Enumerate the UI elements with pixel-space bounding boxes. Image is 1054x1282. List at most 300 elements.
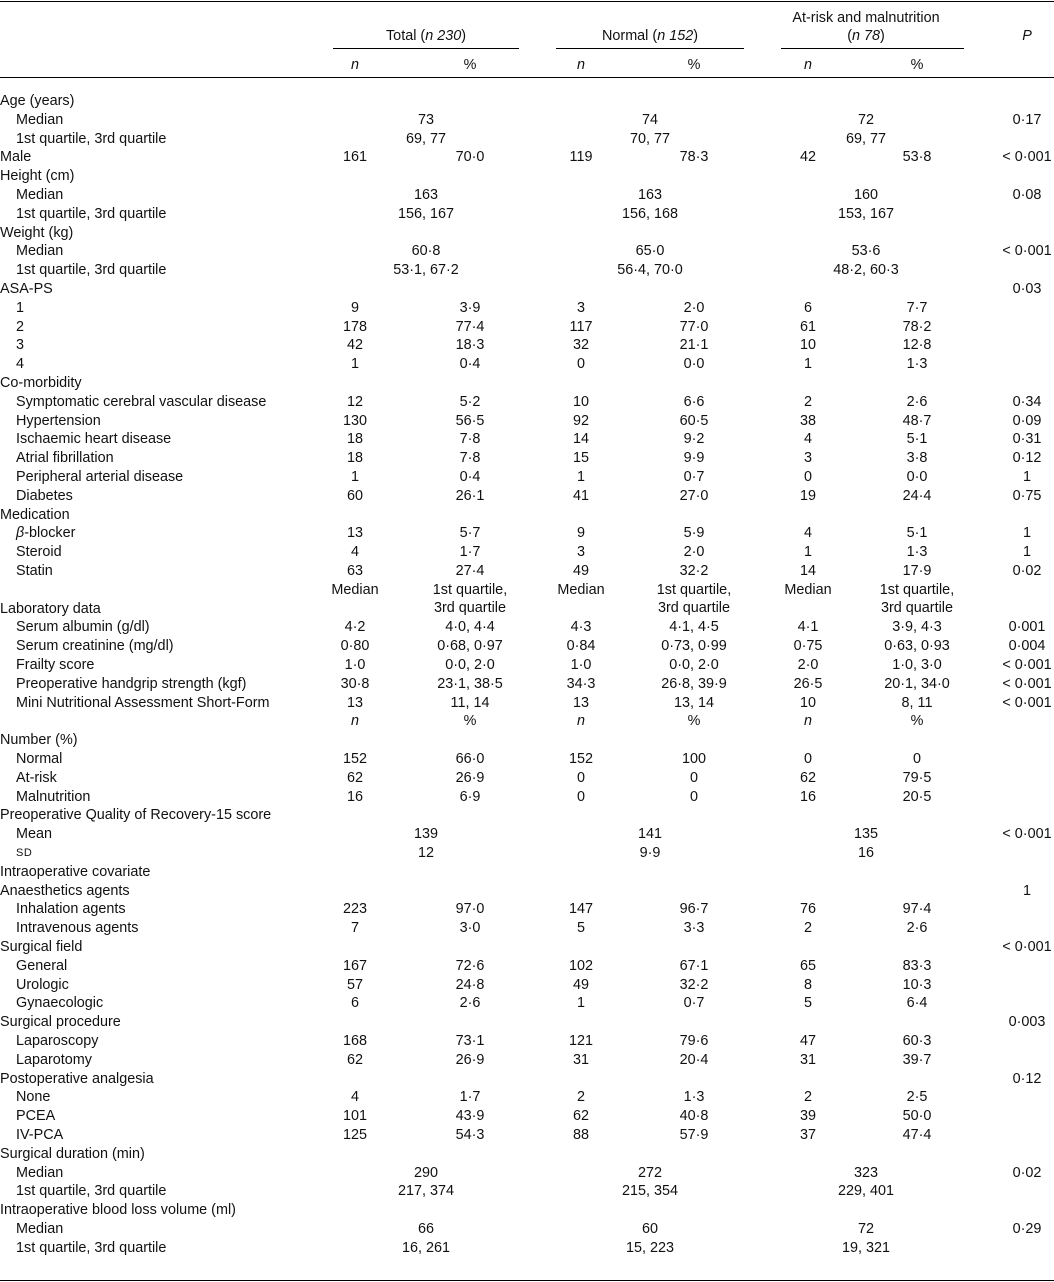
cell-value: 272	[637, 1165, 663, 1181]
cell-value: 62	[572, 1108, 590, 1124]
cell-percent: 24·8	[455, 977, 485, 993]
subheader-pct: %	[687, 57, 701, 73]
cell-percent: 27·0	[679, 488, 709, 504]
p-value: 0·09	[1012, 413, 1042, 429]
cell-percent: 1·3	[683, 1089, 705, 1105]
cell-value: 4·1	[797, 619, 819, 635]
row-label: Urologic	[16, 977, 69, 993]
cell-percent: 26·8, 39·9	[661, 676, 727, 692]
cell-value: 19	[799, 488, 817, 504]
cell-value: 70, 77	[629, 131, 671, 147]
cell-value: 0	[803, 751, 813, 767]
p-value: 0·17	[1012, 112, 1042, 128]
p-value: 0·02	[1012, 1165, 1042, 1181]
cell-value: 1	[350, 469, 360, 485]
row-label: Preoperative handgrip strength (kgf)	[16, 676, 247, 692]
cell-percent: 0	[689, 770, 699, 786]
cell-percent: 3·9	[459, 300, 481, 316]
cell-percent: 5·7	[459, 525, 481, 541]
cell-value: 1	[350, 356, 360, 372]
cell-value: 37	[799, 1127, 817, 1143]
cell-value: 2·0	[797, 657, 819, 673]
cell-value: 323	[853, 1165, 879, 1181]
cell-percent: 96·7	[679, 901, 709, 917]
row-label: SD	[16, 847, 33, 859]
p-value: < 0·001	[1002, 149, 1052, 165]
cell-percent: 0·63, 0·93	[884, 638, 950, 654]
subhead-median: Median	[331, 582, 379, 598]
cell-percent: 2·6	[459, 995, 481, 1011]
cell-value: 61	[799, 319, 817, 335]
cell-value: 72	[857, 1221, 875, 1237]
p-value: 0·08	[1012, 187, 1042, 203]
cell-value: 39	[799, 1108, 817, 1124]
row-label: Inhalation agents	[16, 901, 126, 917]
subhead-quartile: 1st quartile,	[656, 582, 732, 598]
subhead-pct: %	[687, 713, 701, 729]
header-group-label: Total	[385, 28, 417, 44]
cell-percent: 4·1, 4·5	[669, 619, 719, 635]
row-label: Surgical field	[0, 939, 83, 955]
p-value: < 0·001	[1002, 657, 1052, 673]
p-value: 0·12	[1012, 1071, 1042, 1087]
header-group-n: n 152	[657, 28, 694, 44]
row-label: Symptomatic cerebral vascular disease	[16, 394, 267, 410]
cell-percent: 20·5	[902, 789, 932, 805]
cell-value: 15, 223	[625, 1240, 675, 1256]
cell-percent: 1·7	[459, 544, 481, 560]
cell-value: 1·0	[570, 657, 592, 673]
cell-percent: 5·1	[906, 525, 928, 541]
cell-value: 49	[572, 977, 590, 993]
cell-value: 60·8	[411, 243, 441, 259]
subhead-pct: %	[910, 713, 924, 729]
cell-percent: 4·0, 4·4	[445, 619, 495, 635]
cell-value: 156, 168	[621, 206, 679, 222]
cell-value: 60	[641, 1221, 659, 1237]
cell-percent: 0·7	[683, 469, 705, 485]
cell-percent: 72·6	[455, 958, 485, 974]
cell-percent: 0·0, 2·0	[445, 657, 495, 673]
subheader-n: n	[576, 57, 586, 73]
cell-percent: 57·9	[679, 1127, 709, 1143]
cell-percent: 3·0	[459, 920, 481, 936]
cell-percent: 73·1	[455, 1033, 485, 1049]
row-label: Peripheral arterial disease	[16, 469, 184, 485]
cell-percent: 97·4	[902, 901, 932, 917]
cell-percent: 2·0	[683, 544, 705, 560]
cell-value: 119	[569, 149, 593, 165]
cell-value: 13	[572, 695, 590, 711]
cell-value: 19, 321	[841, 1240, 891, 1256]
cell-value: 16	[346, 789, 364, 805]
cell-value: 92	[572, 413, 590, 429]
cell-value: 141	[637, 826, 663, 842]
cell-value: 9	[350, 300, 360, 316]
cell-value: 125	[342, 1127, 368, 1143]
row-label: Serum creatinine (mg/dl)	[16, 638, 174, 654]
cell-value: 0	[803, 469, 813, 485]
cell-value: 65·0	[635, 243, 665, 259]
p-value: < 0·001	[1002, 695, 1052, 711]
row-label: 1st quartile, 3rd quartile	[16, 131, 167, 147]
subhead-n: n	[803, 713, 813, 729]
cell-value: 5	[803, 995, 813, 1011]
cell-percent: 6·4	[906, 995, 928, 1011]
bottom-rule	[0, 1280, 1054, 1281]
cell-percent: 9·2	[683, 431, 705, 447]
cell-percent: 97·0	[455, 901, 485, 917]
row-label: 3	[16, 337, 25, 353]
p-value: 0·02	[1012, 563, 1042, 579]
row-label: Intravenous agents	[16, 920, 139, 936]
cell-value: 62	[799, 770, 817, 786]
p-value: 0·12	[1012, 450, 1042, 466]
cell-value: 121	[568, 1033, 594, 1049]
cell-percent: 24·4	[902, 488, 932, 504]
cell-percent: 13, 14	[673, 695, 715, 711]
cell-percent: 79·6	[679, 1033, 709, 1049]
row-label: Diabetes	[16, 488, 73, 504]
cell-value: 49	[572, 563, 590, 579]
cell-value: 31	[572, 1052, 590, 1068]
subheader-pct: %	[910, 57, 924, 73]
row-label: 1	[16, 300, 25, 316]
cell-value: 72	[857, 112, 875, 128]
cell-value: 9·9	[639, 845, 661, 861]
row-label: 1st quartile, 3rd quartile	[16, 262, 167, 278]
cell-percent: 40·8	[679, 1108, 709, 1124]
cell-value: 2	[803, 920, 813, 936]
cell-percent: 60·3	[902, 1033, 932, 1049]
header-group-label: Normal	[602, 28, 649, 44]
p-value: < 0·001	[1002, 939, 1052, 955]
cell-value: 163	[637, 187, 663, 203]
subhead-median: Median	[784, 582, 832, 598]
cell-percent: 1·3	[906, 544, 928, 560]
header-group-total: Total (n 230)	[385, 28, 467, 44]
cell-percent: 60·5	[679, 413, 709, 429]
cell-value: 4	[350, 544, 360, 560]
cell-percent: 77·4	[455, 319, 485, 335]
row-label: Statin	[16, 563, 53, 579]
subhead-quartile: 3rd quartile	[434, 600, 506, 616]
cell-value: 229, 401	[837, 1183, 895, 1199]
cell-value: 32	[572, 337, 590, 353]
p-value: 0·03	[1012, 281, 1042, 297]
cell-value: 217, 374	[397, 1183, 455, 1199]
cell-percent: 100	[681, 751, 707, 767]
p-value: 1	[1022, 544, 1032, 560]
cell-value: 12	[346, 394, 364, 410]
cell-percent: 18·3	[455, 337, 485, 353]
cell-percent: 0·7	[683, 995, 705, 1011]
cell-value: 73	[417, 112, 435, 128]
cell-value: 163	[413, 187, 439, 203]
cell-percent: 2·6	[906, 920, 928, 936]
row-label: Mini Nutritional Assessment Short-Form	[16, 695, 270, 711]
cell-value: 0	[576, 770, 586, 786]
row-label: Surgical procedure	[0, 1014, 121, 1030]
p-value: 1	[1022, 525, 1032, 541]
cell-percent: 2·6	[906, 394, 928, 410]
row-label-text: -blocker	[24, 525, 76, 541]
cell-value: 14	[799, 563, 817, 579]
row-label: Medication	[0, 507, 70, 523]
row-label: General	[16, 958, 68, 974]
cell-value: 4·2	[344, 619, 366, 635]
cell-value: 69, 77	[845, 131, 887, 147]
cell-percent: 78·3	[679, 149, 709, 165]
cell-value: 147	[568, 901, 594, 917]
cell-value: 168	[342, 1033, 368, 1049]
subhead-quartile: 1st quartile,	[879, 582, 955, 598]
cell-percent: 26·9	[455, 770, 485, 786]
cell-value: 3	[576, 544, 586, 560]
cell-value: 74	[641, 112, 659, 128]
cell-percent: 78·2	[902, 319, 932, 335]
cell-percent: 20·1, 34·0	[884, 676, 950, 692]
cell-value: 135	[853, 826, 879, 842]
row-label: Laparotomy	[16, 1052, 92, 1068]
cell-value: 152	[568, 751, 594, 767]
cell-value: 152	[342, 751, 368, 767]
subhead-pct: %	[463, 713, 477, 729]
cell-percent: 67·1	[679, 958, 709, 974]
cell-percent: 8, 11	[901, 695, 933, 711]
row-label: Malnutrition	[16, 789, 91, 805]
cell-percent: 0·0	[683, 356, 705, 372]
p-value: 0·29	[1012, 1221, 1042, 1237]
cell-percent: 1·7	[459, 1089, 481, 1105]
cell-value: 42	[799, 149, 817, 165]
subheader-n: n	[350, 57, 360, 73]
p-value: 0·34	[1012, 394, 1042, 410]
cell-value: 2	[576, 1089, 586, 1105]
cell-percent: 26·1	[455, 488, 485, 504]
cell-value: 3	[803, 450, 813, 466]
cell-percent: 0·4	[459, 469, 481, 485]
cell-percent: 0·4	[459, 356, 481, 372]
cell-percent: 79·5	[902, 770, 932, 786]
cell-percent: 0	[912, 751, 922, 767]
cell-value: 161	[342, 149, 368, 165]
p-value: < 0·001	[1002, 243, 1052, 259]
cell-percent: 3·9, 4·3	[892, 619, 942, 635]
cell-value: 15	[572, 450, 590, 466]
cell-value: 47	[799, 1033, 817, 1049]
cell-value: 0	[576, 356, 586, 372]
row-label: Anaesthetics agents	[0, 883, 130, 899]
subhead-median: Median	[557, 582, 605, 598]
cell-value: 31	[799, 1052, 817, 1068]
cell-value: 102	[568, 958, 594, 974]
cell-value: 6	[350, 995, 360, 1011]
cell-value: 16	[857, 845, 875, 861]
p-value: 0·75	[1012, 488, 1042, 504]
row-label: Normal	[16, 751, 63, 767]
cell-value: 10	[799, 337, 817, 353]
cell-value: 56·4, 70·0	[617, 262, 683, 278]
row-label: Intraoperative blood loss volume (ml)	[0, 1202, 236, 1218]
cell-value: 53·1, 67·2	[393, 262, 459, 278]
row-label	[16, 524, 75, 542]
cell-value: 65	[799, 958, 817, 974]
cell-value: 8	[803, 977, 813, 993]
cell-percent: 5·9	[683, 525, 705, 541]
p-value: 0·31	[1012, 431, 1042, 447]
cell-value: 30·8	[340, 676, 370, 692]
row-label: Steroid	[16, 544, 62, 560]
row-label: Hypertension	[16, 413, 101, 429]
subheader-n: n	[803, 57, 813, 73]
row-label: Intraoperative covariate	[0, 864, 151, 880]
subheader-pct: %	[463, 57, 477, 73]
cell-percent: 6·9	[459, 789, 481, 805]
cell-percent: 3·3	[683, 920, 705, 936]
cell-value: 18	[346, 431, 364, 447]
cell-value: 16	[799, 789, 817, 805]
cell-value: 12	[417, 845, 435, 861]
cell-percent: 21·1	[679, 337, 709, 353]
cell-percent: 32·2	[679, 563, 709, 579]
row-label: 1st quartile, 3rd quartile	[16, 206, 167, 222]
cell-value: 38	[799, 413, 817, 429]
cell-value: 4	[350, 1089, 360, 1105]
row-label: Median	[16, 112, 64, 128]
header-group-n: n 230	[425, 28, 462, 44]
cell-percent: 27·4	[455, 563, 485, 579]
row-label-symbol: β	[16, 525, 25, 541]
subhead-n: n	[576, 713, 586, 729]
row-label: IV-PCA	[16, 1127, 64, 1143]
row-label: Median	[16, 243, 64, 259]
cell-value: 0·80	[340, 638, 370, 654]
row-label: Male	[0, 149, 32, 165]
cell-value: 5	[576, 920, 586, 936]
cell-value: 9	[576, 525, 586, 541]
cell-percent: 5·1	[906, 431, 928, 447]
cell-percent: 53·8	[902, 149, 932, 165]
cell-value: 48·2, 60·3	[833, 262, 899, 278]
cell-value: 178	[342, 319, 368, 335]
cell-value: 18	[346, 450, 364, 466]
row-label: Median	[16, 1221, 64, 1237]
cell-percent: 39·7	[902, 1052, 932, 1068]
row-label: Surgical duration (min)	[0, 1146, 145, 1162]
cell-value: 26·5	[793, 676, 823, 692]
cell-percent: 70·0	[455, 149, 485, 165]
p-value: 0·001	[1008, 619, 1046, 635]
cell-value: 130	[342, 413, 368, 429]
cell-value: 53·6	[851, 243, 881, 259]
row-label: Laparoscopy	[16, 1033, 99, 1049]
cell-value: 62	[346, 770, 364, 786]
row-label: PCEA	[16, 1108, 56, 1124]
cell-percent: 32·2	[679, 977, 709, 993]
row-label: Atrial fibrillation	[16, 450, 114, 466]
cell-percent: 54·3	[455, 1127, 485, 1143]
cell-value: 167	[342, 958, 368, 974]
header-group-n: n 78	[851, 28, 881, 44]
cell-value: 16, 261	[401, 1240, 451, 1256]
cell-value: 290	[413, 1165, 439, 1181]
cell-value: 156, 167	[397, 206, 455, 222]
subhead-quartile: 3rd quartile	[658, 600, 730, 616]
cell-value: 139	[413, 826, 439, 842]
cell-percent: 7·8	[459, 450, 481, 466]
cell-value: 1·0	[344, 657, 366, 673]
cell-percent: 48·7	[902, 413, 932, 429]
cell-percent: 17·9	[902, 563, 932, 579]
cell-value: 10	[572, 394, 590, 410]
cell-value: 76	[799, 901, 817, 917]
cell-percent: 1·3	[906, 356, 928, 372]
row-label: Gynaecologic	[16, 995, 104, 1011]
cell-percent: 23·1, 38·5	[437, 676, 503, 692]
row-label: 1st quartile, 3rd quartile	[16, 1183, 167, 1199]
cell-percent: 12·8	[902, 337, 932, 353]
row-label: 4	[16, 356, 25, 372]
cell-percent: 0	[689, 789, 699, 805]
cell-value: 3	[576, 300, 586, 316]
cell-value: 153, 167	[837, 206, 895, 222]
row-label: Frailty score	[16, 657, 95, 673]
header-group-at-risk-n: (n 78)	[847, 28, 885, 44]
cell-value: 13	[346, 525, 364, 541]
cell-percent: 3·8	[906, 450, 928, 466]
cell-value: 63	[346, 563, 364, 579]
header-group-normal: Normal (n 152)	[602, 28, 698, 44]
cell-percent: 6·6	[683, 394, 705, 410]
cell-percent: 7·8	[459, 431, 481, 447]
cell-value: 14	[572, 431, 590, 447]
p-value: 0·004	[1008, 638, 1046, 654]
cell-percent: 83·3	[902, 958, 932, 974]
cell-value: 69, 77	[405, 131, 447, 147]
row-label: Preoperative Quality of Recovery-15 score	[0, 807, 272, 823]
cell-percent: 56·5	[455, 413, 485, 429]
cell-value: 0·84	[566, 638, 596, 654]
cell-percent: 43·9	[455, 1108, 485, 1124]
cell-percent: 0·0	[906, 469, 928, 485]
row-label: Median	[16, 187, 64, 203]
cell-value: 60	[346, 488, 364, 504]
cell-value: 6	[803, 300, 813, 316]
cell-value: 10	[799, 695, 817, 711]
p-value: 0·003	[1008, 1014, 1046, 1030]
cell-value: 66	[417, 1221, 435, 1237]
p-value: < 0·001	[1002, 826, 1052, 842]
row-label: Weight (kg)	[0, 225, 74, 241]
cell-value: 4	[803, 525, 813, 541]
row-label: At-risk	[16, 770, 57, 786]
subhead-n: n	[350, 713, 360, 729]
cell-value: 7	[350, 920, 360, 936]
row-label: 2	[16, 319, 25, 335]
p-value: < 0·001	[1002, 676, 1052, 692]
cell-percent: 2·5	[906, 1089, 928, 1105]
row-label: Number (%)	[0, 732, 78, 748]
cell-percent: 0·68, 0·97	[437, 638, 503, 654]
row-label: Postoperative analgesia	[0, 1071, 154, 1087]
cell-percent: 47·4	[902, 1127, 932, 1143]
row-label: Mean	[16, 826, 52, 842]
cell-percent: 26·9	[455, 1052, 485, 1068]
cell-percent: 0·73, 0·99	[661, 638, 727, 654]
cell-value: 88	[572, 1127, 590, 1143]
row-label: Serum albumin (g/dl)	[16, 619, 150, 635]
